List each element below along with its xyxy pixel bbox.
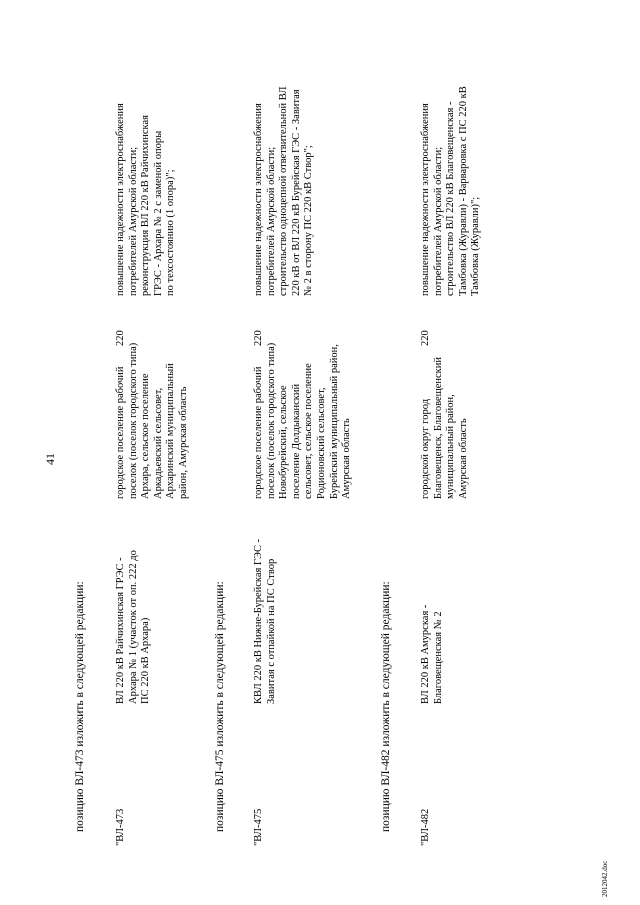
row-location-line: сельсовет, сельское поселение (303, 363, 315, 499)
row-object-line: Архара № 1 (участок от оп. 222 до (127, 550, 139, 704)
row-purpose-line: потребителей Амурской области; (432, 146, 444, 296)
row-location-line: Амурская область (457, 418, 469, 499)
row-location-line: поселок (поселок городского типа) (265, 342, 277, 499)
row-purpose-line: повышение надежности электроснабжения (420, 103, 431, 296)
row-object-line: КВЛ 220 кВ Нижне-Бурейская ГЭС - (253, 538, 264, 704)
section-instruction-vl-482: позицию ВЛ-482 изложить в следующей редакции: (380, 581, 392, 832)
row-purpose-line: потребителей Амурской области; (127, 146, 139, 296)
row-location-line: городской округ город (420, 398, 431, 499)
row-object-line: Завитая с отпайкой на ПС Створ (265, 558, 277, 704)
row-purpose-line: Тамбовка (Журавли)"; (470, 196, 482, 296)
row-object (253, 539, 278, 704)
row-voltage: 220 (420, 330, 431, 346)
row-purpose-line: повышение надежности электроснабжения (253, 103, 264, 296)
row-location-line: Новобурейский, сельское (278, 385, 290, 499)
row-purpose (115, 103, 178, 296)
row-location-line: Бурейский муниципальный район, (328, 344, 340, 499)
row-location-line: поселение Долдыканский (290, 383, 302, 499)
row-purpose-line: реконструкция ВЛ 220 кВ Райчихинская (140, 115, 152, 296)
row-location-line: городское поселение рабочий (253, 366, 264, 499)
row-purpose-line: строительство одноцепной ответвительной ВЛ (278, 86, 290, 296)
row-purpose (253, 87, 316, 297)
row-object-line: ВЛ 220 кВ Райчихинская ГРЭС - (115, 557, 126, 704)
row-location-line: муниципальный район, (445, 394, 457, 499)
row-object-line: Благовещенская № 2 (432, 611, 444, 704)
row-location-line: Аркадьевский сельсовет, (152, 387, 164, 499)
row-location-line: Архаринский муниципальный (165, 363, 177, 499)
row-location-line: поселок (поселок городского типа) (127, 342, 139, 499)
row-purpose-line: строительство ВЛ 220 кВ Благовещенская - (445, 101, 457, 296)
row-location-line: район, Амурская область (177, 386, 189, 499)
row-code: "ВЛ-482 (420, 808, 431, 846)
row-location-line: Архара, сельское поселение (140, 373, 152, 499)
row-purpose-line: ГРЭС - Архара № 2 с заменой опоры (152, 130, 164, 296)
row-location-line: Амурская область (341, 418, 353, 499)
row-purpose-line: 220 кВ от ВЛ 220 кВ Бурейская ГЭС - Завитая (290, 89, 302, 296)
row-purpose-line: повышение надежности электроснабжения (115, 103, 126, 296)
row-location (420, 357, 470, 499)
row-location-line: Благовещенск, Благовещенский (432, 356, 444, 499)
row-code: "ВЛ-475 (253, 808, 264, 846)
row-purpose (420, 86, 483, 296)
row-purpose-line: № 2 в сторону ПС 220 кВ Створ"; (303, 145, 315, 296)
row-purpose-line: потребителей Амурской области; (265, 146, 277, 296)
row-voltage: 220 (115, 330, 126, 346)
section-instruction-vl-475: позицию ВЛ-475 изложить в следующей редакции: (214, 581, 226, 832)
row-code: "ВЛ-473 (115, 808, 126, 846)
row-purpose-line: по техсостоянию (1 опора)"; (165, 169, 177, 296)
row-location (115, 343, 191, 499)
row-location-line: Родионовский сельсовет, (315, 387, 327, 499)
row-object-line: ПС 220 кВ Архара) (140, 617, 152, 704)
row-location-line: городское поселение рабочий (115, 366, 126, 499)
row-object (115, 550, 153, 704)
row-voltage: 220 (253, 330, 264, 346)
row-location (253, 343, 354, 499)
section-instruction-vl-473: позицию ВЛ-473 изложить в следующей редакции: (74, 581, 86, 832)
document-reference: 2012042.doc (601, 860, 609, 897)
page-number: 41 (43, 453, 57, 465)
row-object (420, 605, 445, 704)
row-purpose-line: Тамбовка (Журавли) - Варваровка с ПС 220 кВ (457, 86, 469, 296)
row-object-line: ВЛ 220 кВ Амурская - (420, 604, 431, 704)
